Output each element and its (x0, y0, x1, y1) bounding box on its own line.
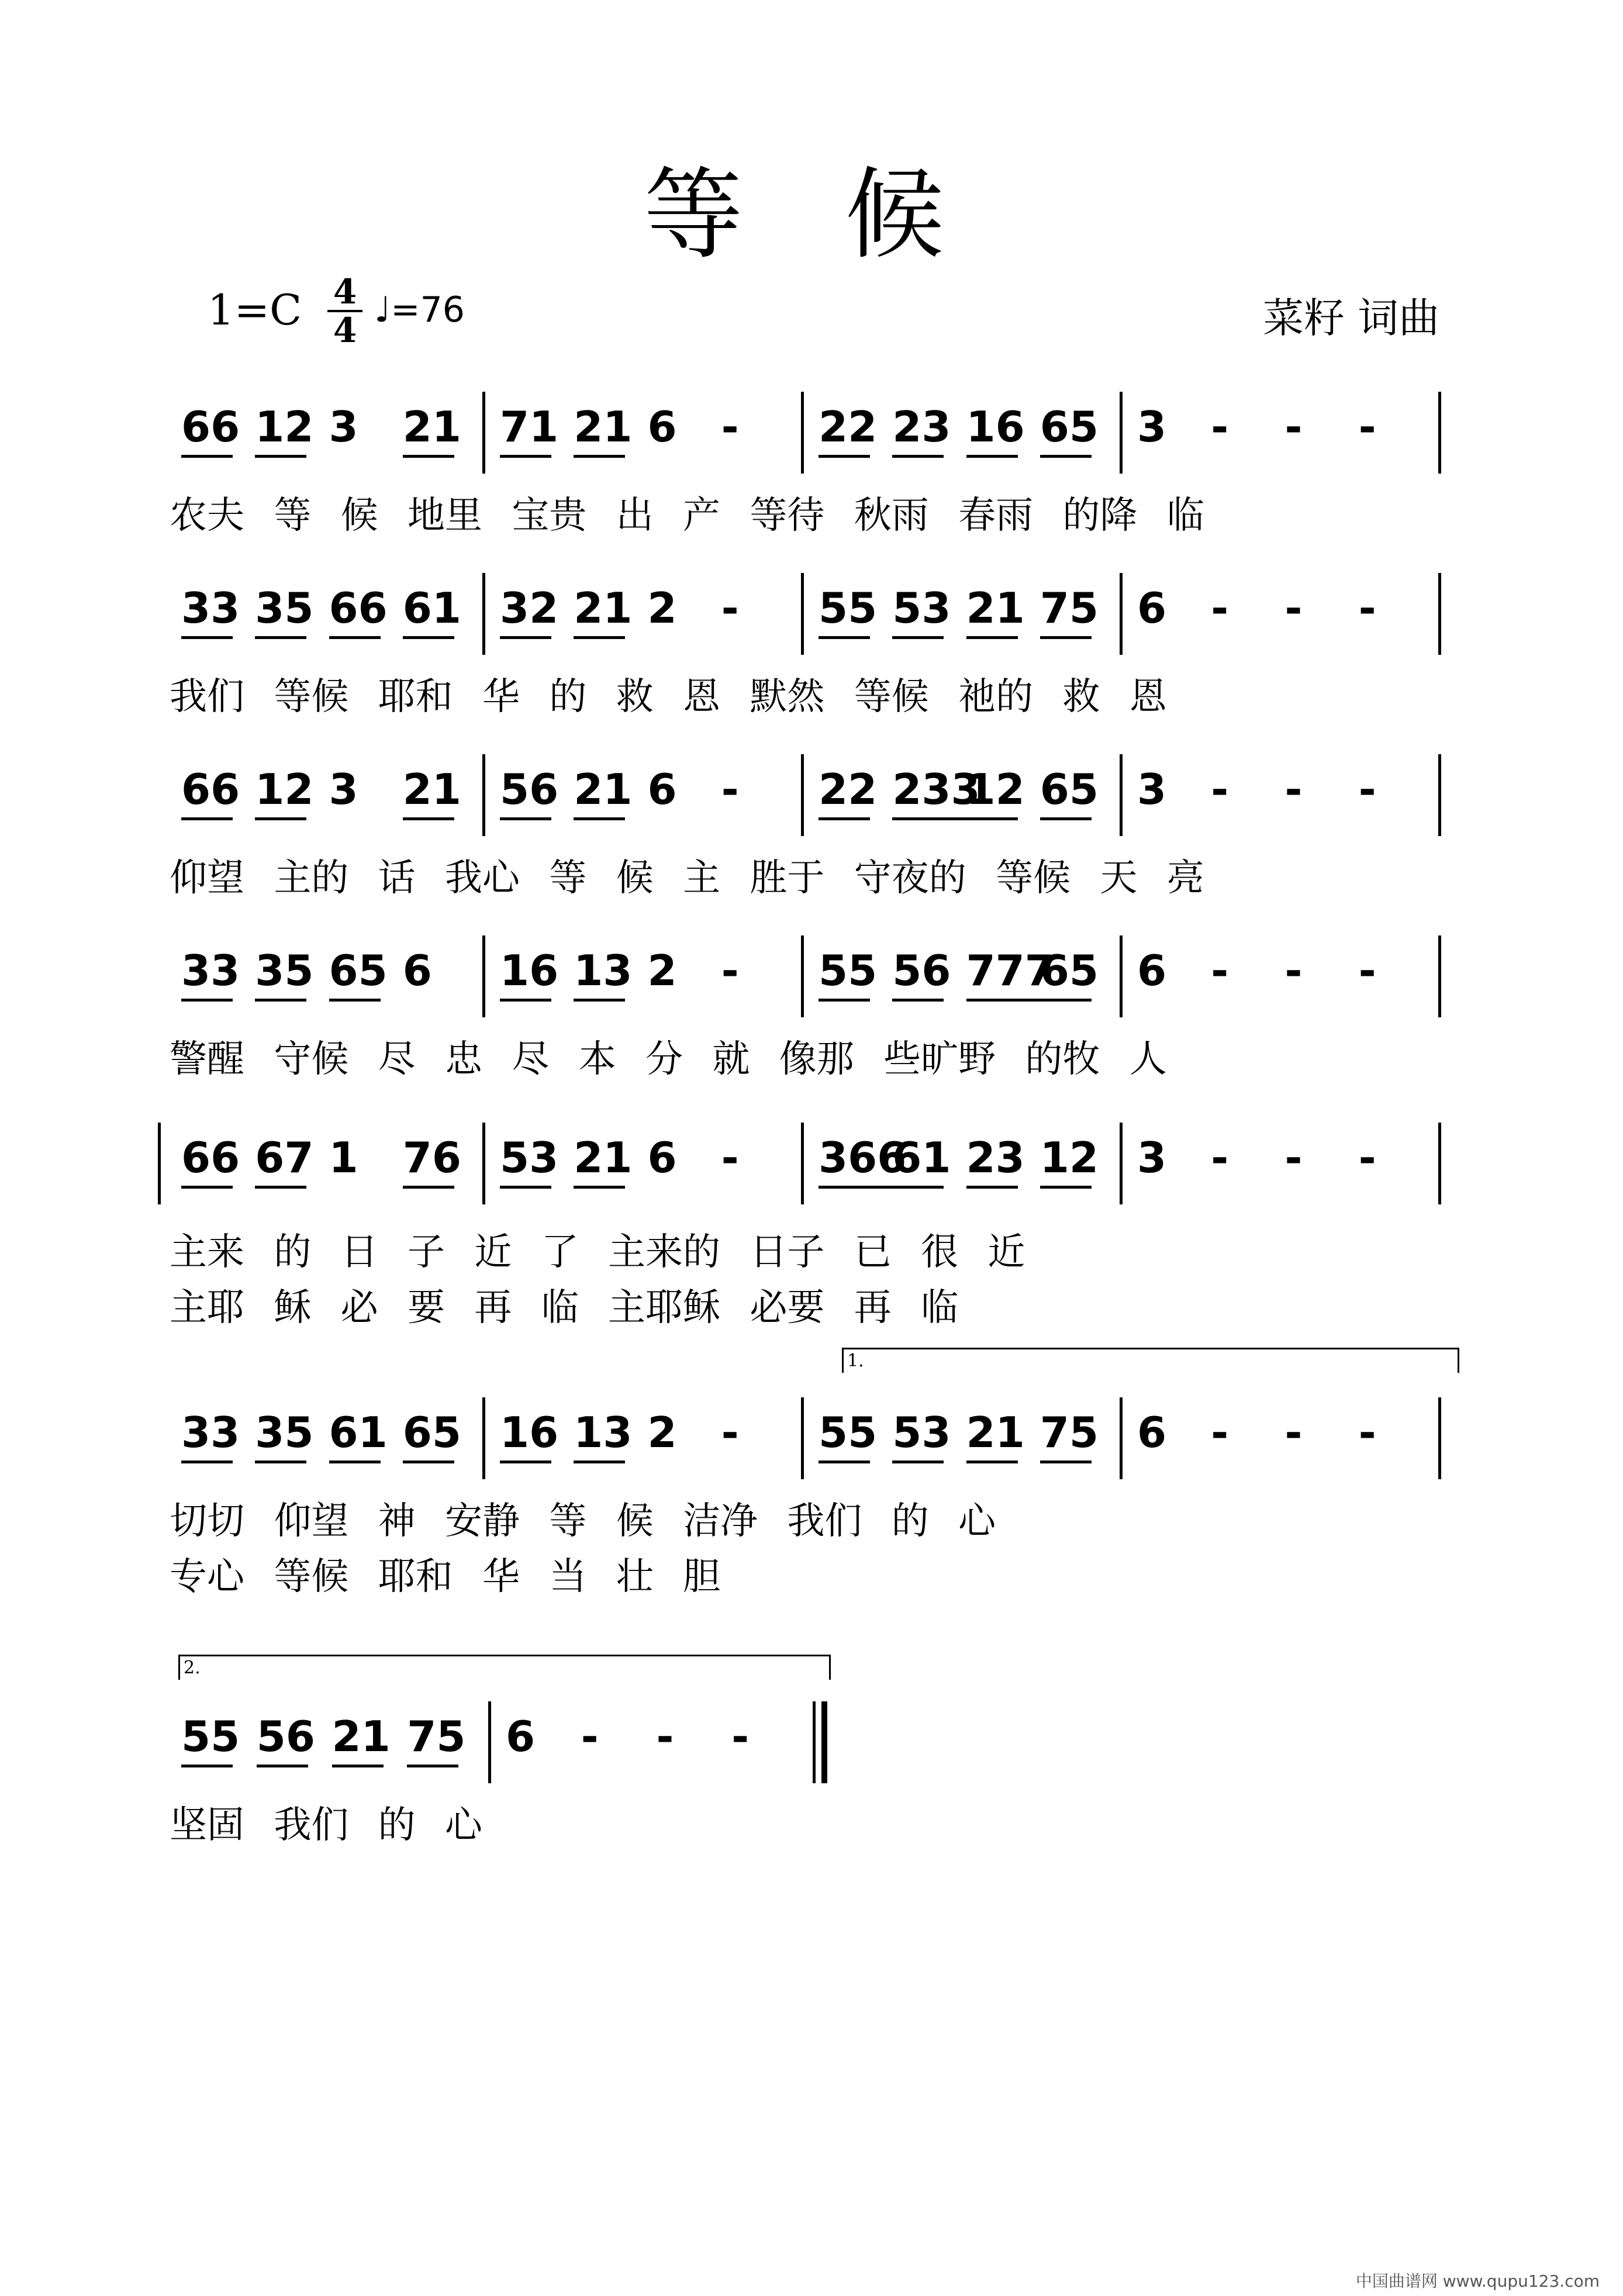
note-group: 56 (892, 946, 951, 995)
beam-underline (255, 1461, 306, 1463)
barline (1120, 1123, 1123, 1204)
note-group: 6 (402, 946, 432, 995)
beam-underline (966, 636, 1018, 639)
note-group: 21 (966, 584, 1025, 633)
note-group: 366 (819, 1133, 907, 1182)
barline (482, 935, 485, 1017)
beam-underline (255, 1186, 306, 1189)
note-group: 21 (402, 402, 461, 451)
barline (1120, 1397, 1123, 1479)
barline (813, 1701, 816, 1783)
note-group: 75 (1040, 584, 1099, 633)
barline (1120, 392, 1123, 474)
note-group: 67 (255, 1133, 314, 1182)
note-group: 65 (1040, 765, 1099, 814)
note-group: 71 (500, 402, 559, 451)
note-group: 3 (329, 765, 358, 814)
note-group: 16 (500, 1408, 559, 1457)
note-group: 75 (1040, 1408, 1099, 1457)
beam-underline (892, 636, 944, 639)
note-group: 3 (1137, 402, 1167, 451)
beam-underline (966, 999, 1044, 1002)
note-group: 3 (329, 402, 358, 451)
note-group: - (1284, 1408, 1303, 1457)
beam-underline (181, 817, 233, 820)
note-group: 61 (402, 584, 461, 633)
time-signature-bottom: 4 (333, 310, 357, 350)
note-group: 56 (500, 765, 559, 814)
note-group: 65 (402, 1408, 461, 1457)
author-credit: 菜籽 词曲 (1263, 294, 1440, 342)
note-group: 21 (966, 1408, 1025, 1457)
beam-underline (574, 999, 625, 1002)
beam-underline (255, 817, 306, 820)
barline (1438, 573, 1441, 655)
barline (482, 392, 485, 474)
note-group: 6 (506, 1712, 536, 1761)
barline (1438, 1397, 1441, 1479)
note-group: 33 (181, 946, 240, 995)
beam-underline (181, 636, 233, 639)
note-group: - (1211, 402, 1229, 451)
note-group: 21 (331, 1712, 391, 1761)
note-group: 21 (574, 1133, 633, 1182)
barline (1438, 935, 1441, 1017)
note-group: 1 (329, 1133, 358, 1182)
barline (801, 1397, 804, 1479)
note-group: 233 (892, 765, 980, 814)
note-group: 66 (181, 765, 240, 814)
note-group: - (721, 1133, 739, 1182)
note-group: 12 (255, 765, 314, 814)
note-group: 6 (1137, 584, 1167, 633)
beam-underline (181, 999, 233, 1002)
note-group: 22 (819, 765, 878, 814)
note-group: 23 (892, 402, 951, 451)
note-group: 66 (181, 1133, 240, 1182)
beam-underline (500, 455, 551, 458)
note-group: 65 (1040, 402, 1099, 451)
note-group: 2 (647, 584, 677, 633)
lyrics-line-1: 主来 的 日 子 近 了 主来的 日子 已 很 近 (170, 1231, 1025, 1274)
time-signature (327, 272, 362, 350)
note-group: 55 (819, 946, 878, 995)
note-group: 6 (647, 1133, 677, 1182)
lyrics-line-2: 专心 等候 耶和 华 当 壮 胆 (170, 1555, 721, 1598)
note-group: 12 (1040, 1133, 1099, 1182)
page-title: 等 候 (643, 157, 980, 273)
beam-underline (403, 636, 454, 639)
note-group: 65 (329, 946, 388, 995)
note-group: 53 (892, 584, 951, 633)
barline (1120, 573, 1123, 655)
beam-underline (892, 1186, 944, 1189)
tempo-mark: ♩=76 (374, 289, 465, 330)
note-group: - (581, 1712, 599, 1761)
note-group: - (1284, 402, 1303, 451)
beam-underline (892, 1461, 944, 1463)
barline (801, 1123, 804, 1204)
note-group: 61 (329, 1408, 388, 1457)
beam-underline (819, 636, 870, 639)
note-group: 2 (647, 946, 677, 995)
barline (158, 1123, 161, 1204)
beam-underline (574, 817, 625, 820)
note-group: 35 (255, 1408, 314, 1457)
beam-underline (574, 636, 625, 639)
note-group: 23 (966, 1133, 1025, 1182)
lyrics-line-1: 我们 等候 耶和 华 的 救 恩 默然 等候 祂的 救 恩 (170, 675, 1167, 719)
note-group: - (1358, 584, 1376, 633)
beam-underline (500, 817, 551, 820)
beam-underline (500, 999, 551, 1002)
barline (1438, 392, 1441, 474)
note-group: 55 (181, 1712, 240, 1761)
note-group: 6 (647, 765, 677, 814)
note-group: - (1284, 584, 1303, 633)
beam-underline (819, 1186, 896, 1189)
beam-underline (181, 455, 233, 458)
note-group: 2 (647, 1408, 677, 1457)
note-group: 16 (500, 946, 559, 995)
note-group: - (1358, 765, 1376, 814)
note-group: 16 (966, 402, 1025, 451)
beam-underline (966, 817, 1018, 820)
note-group: - (1358, 946, 1376, 995)
note-group: - (721, 402, 739, 451)
beam-underline (500, 636, 551, 639)
beam-underline (966, 1461, 1018, 1463)
note-group: 65 (1040, 946, 1099, 995)
note-group: 21 (402, 765, 461, 814)
beam-underline (819, 817, 870, 820)
note-group: 21 (574, 765, 633, 814)
barline (801, 573, 804, 655)
note-group: 21 (574, 402, 633, 451)
beam-underline (255, 455, 306, 458)
barline (801, 392, 804, 474)
beam-underline (500, 1186, 551, 1189)
note-group: - (1284, 946, 1303, 995)
note-group: 777 (966, 946, 1054, 995)
time-signature-top: 4 (333, 272, 357, 312)
note-group: - (1358, 1133, 1376, 1182)
note-group: 55 (819, 584, 878, 633)
lyrics-line-1: 农夫 等 候 地里 宝贵 出 产 等待 秋雨 春雨 的降 临 (170, 494, 1204, 537)
note-group: 53 (892, 1408, 951, 1457)
beam-underline (403, 817, 454, 820)
beam-underline (181, 1186, 233, 1189)
beam-underline (574, 1461, 625, 1463)
beam-underline (500, 1461, 551, 1463)
note-group: 33 (181, 584, 240, 633)
volta-1-bracket (842, 1348, 1459, 1373)
note-group: 75 (407, 1712, 466, 1761)
note-group: 6 (1137, 946, 1167, 995)
beam-underline (181, 1461, 233, 1463)
note-group: - (1358, 402, 1376, 451)
note-group: 61 (892, 1133, 951, 1182)
beam-underline (1040, 999, 1092, 1002)
beam-underline (255, 636, 306, 639)
note-group: 56 (256, 1712, 315, 1761)
beam-underline (574, 1186, 625, 1189)
beam-underline (1040, 817, 1092, 820)
note-group: - (1211, 946, 1229, 995)
barline (482, 573, 485, 655)
beam-underline (1040, 636, 1092, 639)
note-group: 76 (402, 1133, 461, 1182)
beam-underline (329, 1461, 381, 1463)
beam-underline (819, 1461, 870, 1463)
note-group: 6 (1137, 1408, 1167, 1457)
lyrics-line-1: 坚固 我们 的 心 (170, 1804, 483, 1847)
beam-underline (329, 999, 381, 1002)
note-group: 55 (819, 1408, 878, 1457)
beam-underline (1040, 1461, 1092, 1463)
beam-underline (1040, 1186, 1092, 1189)
note-group: 22 (819, 402, 878, 451)
note-group: 32 (500, 584, 559, 633)
barline (482, 1123, 485, 1204)
beam-underline (892, 999, 944, 1002)
note-group: 12 (255, 402, 314, 451)
beam-underline (407, 1765, 458, 1767)
note-group: 66 (329, 584, 388, 633)
note-group: - (1211, 584, 1229, 633)
note-group: 21 (574, 584, 633, 633)
lyrics-line-1: 切切 仰望 神 安静 等 候 洁净 我们 的 心 (170, 1500, 996, 1543)
beam-underline (329, 636, 381, 639)
lyrics-line-2: 主耶 稣 必 要 再 临 主耶稣 必要 再 临 (170, 1286, 959, 1330)
note-group: 66 (181, 402, 240, 451)
beam-underline (966, 1186, 1018, 1189)
barline (1438, 1123, 1441, 1204)
lyrics-line-1: 警醒 守候 尽 忠 尽 本 分 就 像那 些旷野 的牧 人 (170, 1038, 1167, 1081)
beam-underline (403, 1461, 454, 1463)
beam-underline (892, 817, 969, 820)
volta-2-bracket (178, 1655, 831, 1680)
note-group: 35 (255, 584, 314, 633)
note-group: - (656, 1712, 674, 1761)
note-group: 53 (500, 1133, 559, 1182)
note-group: - (1211, 765, 1229, 814)
barline (1438, 754, 1441, 836)
beam-underline (819, 455, 870, 458)
key-signature: 1=C (208, 285, 302, 334)
note-group: - (731, 1712, 750, 1761)
beam-underline (574, 455, 625, 458)
beam-underline (819, 999, 870, 1002)
beam-underline (257, 1765, 308, 1767)
watermark: 中国曲谱网 www.qupu123.com (1355, 2271, 1600, 2291)
barline (482, 1397, 485, 1479)
barline (801, 935, 804, 1017)
final-barline (821, 1701, 827, 1783)
note-group: 13 (574, 946, 633, 995)
note-group: - (1284, 765, 1303, 814)
note-group: - (721, 584, 739, 633)
volta-2-number: 2. (184, 1658, 201, 1678)
barline (482, 754, 485, 836)
beam-underline (332, 1765, 384, 1767)
note-group: - (1211, 1133, 1229, 1182)
note-group: 12 (966, 765, 1025, 814)
beam-underline (403, 455, 454, 458)
beam-underline (255, 999, 306, 1002)
barline (488, 1701, 491, 1783)
note-group: 6 (647, 402, 677, 451)
note-group: - (1211, 1408, 1229, 1457)
beam-underline (966, 455, 1018, 458)
note-group: 35 (255, 946, 314, 995)
note-group: - (1284, 1133, 1303, 1182)
lyrics-line-1: 仰望 主的 话 我心 等 候 主 胜于 守夜的 等候 天 亮 (170, 857, 1204, 900)
barline (801, 754, 804, 836)
note-group: 33 (181, 1408, 240, 1457)
note-group: 13 (574, 1408, 633, 1457)
beam-underline (892, 455, 944, 458)
note-group: - (721, 946, 739, 995)
beam-underline (181, 1765, 233, 1767)
beam-underline (1040, 455, 1092, 458)
barline (1120, 754, 1123, 836)
note-group: 3 (1137, 765, 1167, 814)
note-group: - (721, 765, 739, 814)
note-group: - (721, 1408, 739, 1457)
note-group: 3 (1137, 1133, 1167, 1182)
volta-1-number: 1. (847, 1351, 864, 1371)
note-group: - (1358, 1408, 1376, 1457)
beam-underline (403, 1186, 454, 1189)
barline (1120, 935, 1123, 1017)
